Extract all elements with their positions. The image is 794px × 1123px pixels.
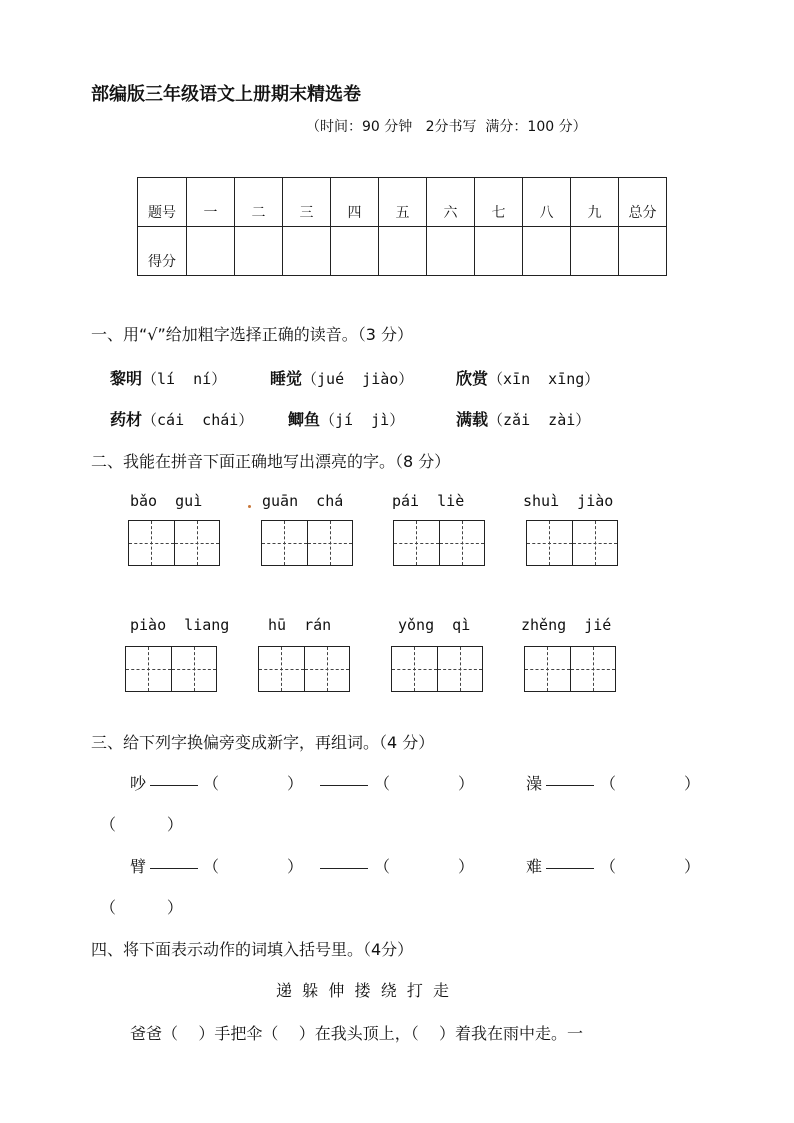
q2-pinyin: yǒng qì: [398, 616, 471, 634]
q1-item[interactable]: [110, 366, 226, 389]
score-table-cell: 六: [427, 178, 475, 227]
score-table-cell: 五: [379, 178, 427, 227]
writing-grid[interactable]: [258, 646, 350, 692]
q1-word: 药材: [110, 410, 143, 429]
score-table-cell: 八: [523, 178, 571, 227]
q1-item[interactable]: [110, 407, 253, 430]
q1-word: 黎明: [110, 369, 143, 388]
score-table-cell: 总分: [619, 178, 667, 227]
score-table-cell: 一: [187, 178, 235, 227]
q1-heading: 一、用“√”给加粗字选择正确的读音。（3 分）: [91, 325, 414, 344]
paren-close: ）: [458, 774, 475, 793]
page-title: 部编版三年级语文上册期末精选卷: [91, 84, 361, 105]
q4-word-bank: 递 躲 伸 搂 绕 打 走: [276, 981, 450, 1000]
score-input-cell[interactable]: [475, 227, 523, 276]
paren-open: （: [374, 774, 391, 793]
answer-blank[interactable]: [546, 771, 594, 790]
score-table-cell: 三: [283, 178, 331, 227]
score-table-cell: 题号: [138, 178, 187, 227]
score-table-header-row: [138, 178, 667, 227]
paren-open: （: [600, 774, 617, 793]
q2-pinyin: pái liè: [392, 492, 465, 510]
paren-close: ）: [287, 774, 304, 793]
writing-grid[interactable]: [524, 646, 616, 692]
score-input-cell[interactable]: [523, 227, 571, 276]
wrapped-paren[interactable]: （ ）: [100, 815, 183, 834]
q1-word: 欣赏: [456, 369, 489, 388]
q1-pinyin: （jué jiào）: [302, 370, 414, 388]
score-input-cell[interactable]: [571, 227, 619, 276]
answer-blank[interactable]: [546, 854, 594, 873]
score-table-score-row: [138, 227, 667, 276]
q1-item[interactable]: [288, 407, 404, 430]
q1-item[interactable]: [270, 366, 413, 389]
score-table-cell: 七: [475, 178, 523, 227]
q3-char: 吵: [130, 774, 147, 793]
paren-close: ）: [287, 857, 304, 876]
q3-heading: 三、给下列字换偏旁变成新字，再组词。（4 分）: [91, 733, 435, 752]
q3-char: 澡: [526, 774, 543, 793]
paren-open: （: [374, 857, 391, 876]
writing-grid[interactable]: [125, 646, 217, 692]
q1-pinyin: （lí ní）: [142, 370, 227, 388]
q2-pinyin: guān chá: [262, 492, 344, 510]
score-input-cell[interactable]: [331, 227, 379, 276]
paren-close: ）: [684, 774, 701, 793]
paren-close: ）: [684, 857, 701, 876]
score-table-cell: 四: [331, 178, 379, 227]
q1-pinyin: （jí jì）: [320, 411, 405, 429]
q2-pinyin: zhěng jié: [521, 616, 612, 634]
paren-open: （: [203, 857, 220, 876]
score-table-cell: 九: [571, 178, 619, 227]
score-table-cell: 二: [235, 178, 283, 227]
stray-mark: [248, 505, 251, 508]
q2-pinyin: shuì jiào: [523, 492, 614, 510]
score-input-cell[interactable]: [283, 227, 331, 276]
q1-pinyin: （cái chái）: [142, 411, 254, 429]
q2-pinyin: hū rán: [268, 616, 332, 634]
q4-sentence[interactable]: 爸爸（ ）手把伞（ ）在我头顶上，（ ）着我在雨中走。一: [130, 1024, 584, 1043]
score-input-cell[interactable]: [235, 227, 283, 276]
answer-blank[interactable]: [320, 771, 368, 790]
wrapped-paren[interactable]: （ ）: [100, 898, 183, 917]
paren-open: （: [203, 774, 220, 793]
paren-open: （: [600, 857, 617, 876]
q1-pinyin: （xīn xīng）: [488, 370, 600, 388]
writing-grid[interactable]: [261, 520, 353, 566]
writing-grid[interactable]: [128, 520, 220, 566]
q2-pinyin: bǎo guì: [130, 492, 203, 510]
exam-info: （时间：90 分钟 2分书写 满分：100 分）: [306, 119, 587, 135]
score-input-cell[interactable]: [619, 227, 667, 276]
q1-word: 鲫鱼: [288, 410, 321, 429]
score-input-cell[interactable]: [427, 227, 475, 276]
q4-heading: 四、将下面表示动作的词填入括号里。（4分）: [91, 940, 414, 959]
answer-blank[interactable]: [150, 771, 198, 790]
q3-char: 臂: [130, 857, 147, 876]
writing-grid[interactable]: [391, 646, 483, 692]
q1-word: 满载: [456, 410, 489, 429]
q1-item[interactable]: [456, 366, 599, 389]
writing-grid[interactable]: [393, 520, 485, 566]
paren-close: ）: [458, 857, 475, 876]
q2-pinyin: piào liang: [130, 616, 230, 634]
q3-char: 难: [526, 857, 543, 876]
q1-item[interactable]: [456, 407, 590, 430]
answer-blank[interactable]: [150, 854, 198, 873]
answer-blank[interactable]: [320, 854, 368, 873]
writing-grid[interactable]: [526, 520, 618, 566]
score-input-cell[interactable]: [187, 227, 235, 276]
score-table: [137, 177, 667, 276]
q1-word: 睡觉: [270, 369, 303, 388]
q2-heading: 二、我能在拼音下面正确地写出漂亮的字。（8 分）: [91, 452, 451, 471]
score-input-cell[interactable]: [379, 227, 427, 276]
score-row-label: 得分: [138, 227, 187, 276]
q1-pinyin: （zǎi zài）: [488, 411, 591, 429]
